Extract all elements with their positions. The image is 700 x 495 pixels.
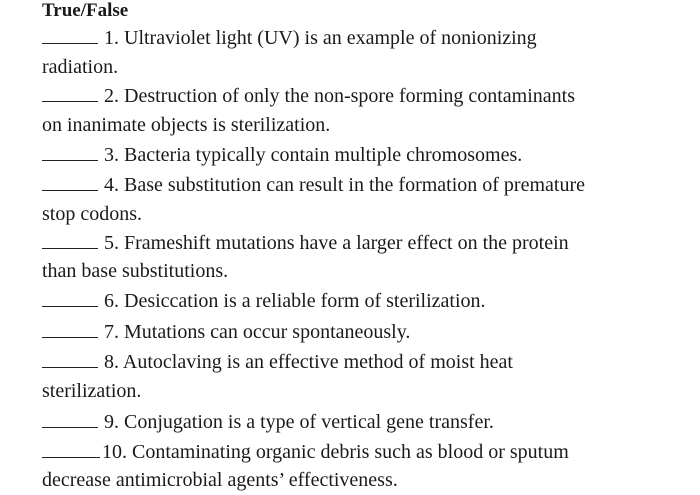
question-number: 3.	[104, 144, 119, 166]
answer-blank-5[interactable]	[42, 233, 98, 249]
question-5	[42, 231, 569, 255]
question-5-continuation: than base substitutions.	[42, 260, 229, 282]
question-1-continuation: radiation.	[42, 56, 119, 78]
answer-blank-3[interactable]	[42, 145, 98, 161]
question-10	[42, 440, 569, 464]
question-text: Conjugation is a type of vertical gene transfer.	[124, 411, 494, 433]
question-4	[42, 173, 585, 197]
question-2	[42, 84, 575, 108]
answer-blank-6[interactable]	[42, 291, 98, 307]
question-4-continuation: stop codons.	[42, 203, 142, 225]
answer-blank-2[interactable]	[42, 86, 98, 102]
answer-blank-8[interactable]	[42, 352, 98, 368]
question-number: 5.	[104, 232, 119, 254]
question-number: 10.	[102, 441, 127, 463]
question-text: Mutations can occur spontaneously.	[124, 321, 411, 343]
question-3	[42, 143, 522, 167]
question-number: 2.	[104, 85, 119, 107]
question-6	[42, 289, 486, 313]
question-text: Ultraviolet light (UV) is an example of nonionizing	[124, 27, 537, 49]
question-text: Autoclaving is an effective method of moist heat	[122, 351, 513, 373]
question-text: Contaminating organic debris such as blood or sputum	[132, 441, 569, 463]
question-8-continuation: sterilization.	[42, 380, 142, 402]
section-heading: True/False	[42, 0, 129, 21]
question-9	[42, 410, 494, 434]
answer-blank-4[interactable]	[42, 175, 98, 191]
answer-blank-9[interactable]	[42, 412, 98, 428]
answer-blank-10[interactable]	[42, 442, 100, 458]
question-2-continuation: on inanimate objects is sterilization.	[42, 114, 331, 136]
question-text: Desiccation is a reliable form of sterilization.	[124, 290, 486, 312]
question-number: 8.	[104, 351, 119, 373]
question-7	[42, 320, 410, 344]
question-number: 4.	[104, 174, 119, 196]
question-1	[42, 26, 537, 50]
question-text: Frameshift mutations have a larger effect on the protein	[124, 232, 569, 254]
question-8	[42, 350, 513, 374]
question-number: 7.	[104, 321, 119, 343]
question-text: Bacteria typically contain multiple chromosomes.	[124, 144, 523, 166]
question-number: 9.	[104, 411, 119, 433]
answer-blank-7[interactable]	[42, 322, 98, 338]
question-number: 1.	[104, 27, 119, 49]
answer-blank-1[interactable]	[42, 28, 98, 44]
question-10-continuation: decrease antimicrobial agents’ effectiveness.	[42, 469, 398, 491]
question-text: Destruction of only the non-spore forming contaminants	[124, 85, 576, 107]
question-text: Base substitution can result in the formation of premature	[124, 174, 585, 196]
question-number: 6.	[104, 290, 119, 312]
